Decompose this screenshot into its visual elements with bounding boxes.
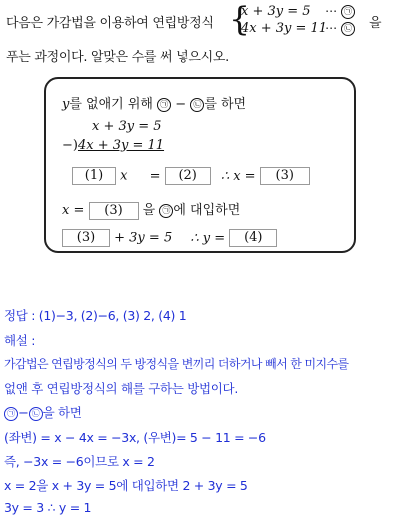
question-particle: 을 (369, 16, 382, 31)
answer-blank-1[interactable]: (1) (72, 167, 116, 185)
equation-1: x + 3y = 5 (241, 4, 311, 19)
answer-blank-4[interactable]: (4) (229, 229, 277, 247)
circled-1-icon: ㉠ (341, 5, 355, 19)
box-line-5: x = (3) 을 ㉠ 에 대입하면 (62, 202, 241, 218)
circled-2-icon: ㉡ (190, 98, 204, 112)
circled-2-icon: ㉡ (341, 22, 355, 36)
explanation-p2: 없앤 후 연립방정식의 해를 구하는 방법이다. (4, 381, 238, 396)
explanation-p5: 즉, −3x = −6이므로 x = 2 (4, 454, 155, 469)
box-line-1: y를 없애기 위해 ㉠ − ㉡ 를 하면 (62, 97, 247, 112)
question-line-2: 푸는 과정이다. 알맞은 수를 써 넣으시오. (6, 50, 229, 65)
explanation-p6: x = 2을 x + 3y = 5에 대입하면 2 + 3y = 5 (4, 478, 248, 493)
answer-blank-3[interactable]: (3) (260, 167, 310, 185)
circled-2-icon: ㉡ (29, 407, 43, 421)
circled-1-icon: ㉠ (159, 204, 173, 218)
question-line-1: 다음은 가감법을 이용하여 연립방정식 (6, 16, 214, 31)
answer-blank-3b[interactable]: (3) (89, 202, 139, 220)
equation-2: 4x + 3y = 11 (241, 21, 328, 36)
box-line-6: (3) + 3y = 5 ∴ y = (4) (62, 229, 277, 247)
left-brace: { (229, 0, 250, 38)
box-equation-1: x + 3y = 5 (92, 119, 162, 134)
equation-system (229, 0, 355, 38)
circled-1-icon: ㉠ (4, 407, 18, 421)
circled-1-icon: ㉠ (157, 98, 171, 112)
box-line-4: (1) x = (2) ∴ x = (3) (72, 167, 310, 185)
explanation-p3: ㉠ − ㉡ 을 하면 (4, 403, 82, 421)
explanation-p7: 3y = 3 ∴ y = 1 (4, 500, 92, 515)
equation-1-label: ⋯ ㉠ (325, 4, 355, 19)
answer-blank-2[interactable]: (2) (165, 167, 211, 185)
answer-line: 정답 : (1)−3, (2)−6, (3) 2, (4) 1 (4, 308, 187, 323)
explanation-p4: (좌변) = x − 4x = −3x, (우변)= 5 − 11 = −6 (4, 430, 266, 445)
equation-2-label: ⋯ ㉡ (325, 21, 355, 36)
box-equation-2: −)4x + 3y = 11 (62, 138, 165, 153)
explanation-label: 해설 : (4, 333, 36, 348)
explanation-p1: 가감법은 연립방정식의 두 방정식을 변끼리 더하거나 빼서 한 미지수를 (4, 357, 349, 371)
answer-blank-3c[interactable]: (3) (62, 229, 110, 247)
